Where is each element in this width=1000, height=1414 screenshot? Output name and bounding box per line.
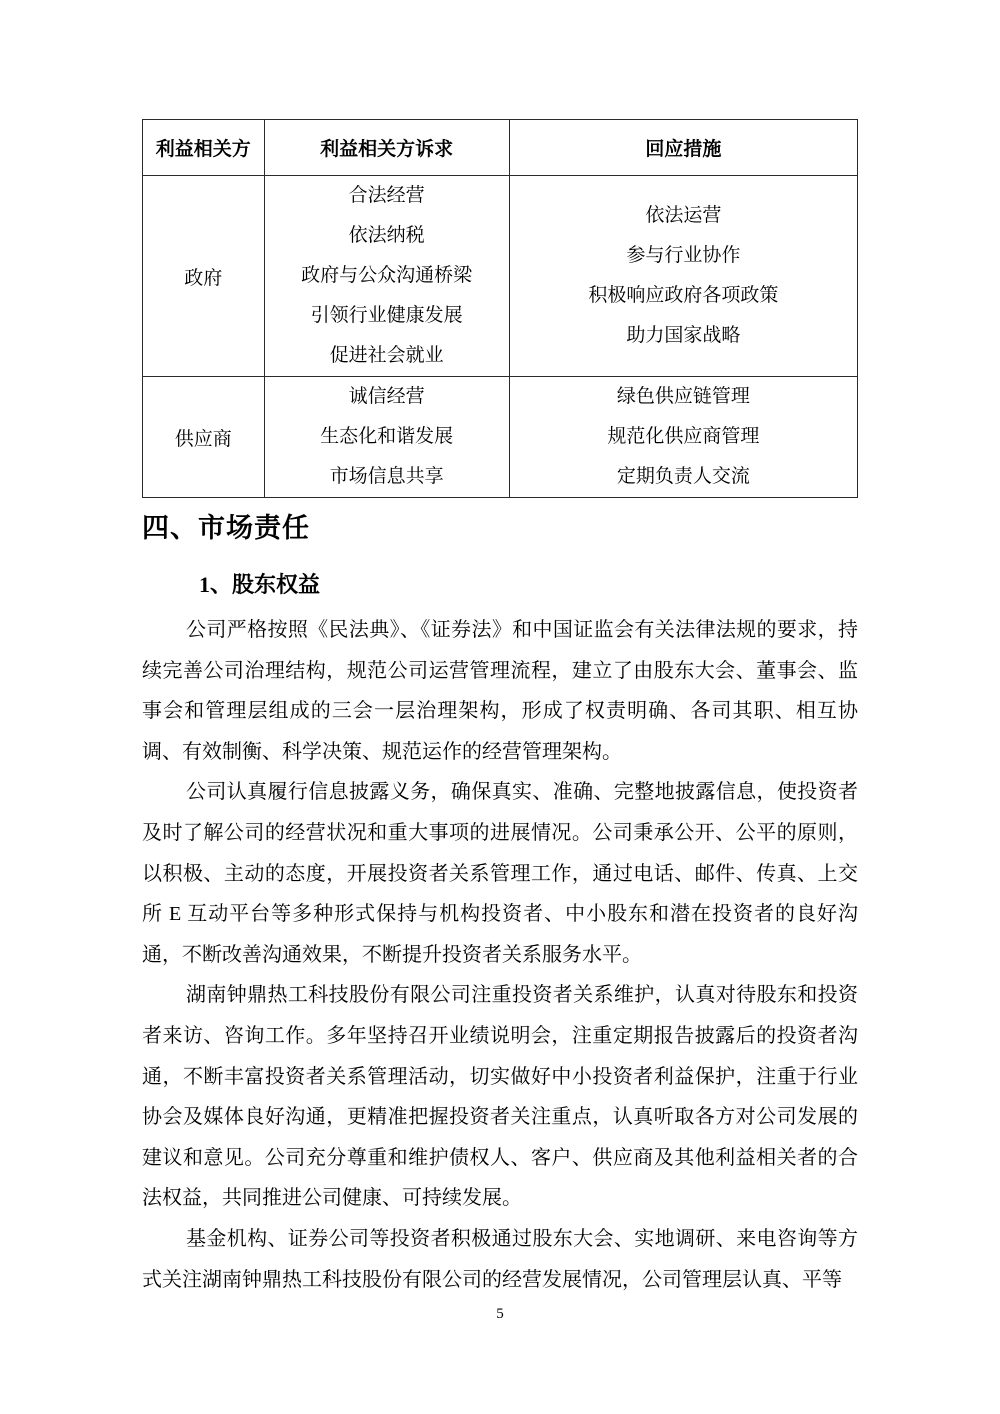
paragraph: 湖南钟鼎热工科技股份有限公司注重投资者关系维护，认真对待股东和投资者来访、咨询工作。多年坚持召开业绩说明会，注重定期报告披露后的投资者沟通，不断丰富投资者关系管理活动，切实做好中小投资者利益保护，注重于行业协会及媒体良好沟通，更精准把握投资者关注重点，认真听取各方对公司发展的建议和意见。公司充分尊重和维护债权人、客户、供应商及其他利益相关者的合法权益，共同推进公司健康、可持续发展。: [142, 984, 858, 1210]
cell-demands: [264, 377, 509, 498]
paragraph: 公司认真履行信息披露义务，确保真实、准确、完整地披露信息，使投资者及时了解公司的经营状况和重大事项的进展情况。公司秉承公开、公平的原则，以积极、主动的态度，开展投资者关系管理工作，通过电话、邮件、传真、上交所 E 互动平台等多种形式保持与机构投资者、中小股东和潜在投资者的良好沟通，不断改善沟通效果，不断提升投资者关系服务水平。: [142, 781, 858, 966]
sub-section-heading: 1、股东权益: [199, 572, 321, 597]
page-content: [142, 119, 858, 1300]
table-cell-line: 定期负责人交流: [616, 466, 750, 487]
table-cell-line: 积极响应政府各项政策: [588, 285, 779, 306]
table-cell-line: 促进社会就业: [329, 345, 444, 366]
table-cell-line: 引领行业健康发展: [310, 305, 463, 326]
table-cell-line: 绿色供应链管理: [616, 386, 750, 407]
table-cell-line: 依法运营: [645, 205, 722, 226]
table-cell-line: 生态化和谐发展: [320, 426, 454, 447]
table-cell-line: 依法纳税: [348, 225, 425, 246]
paragraph: 公司严格按照《民法典》、《证券法》和中国证监会有关法律法规的要求，持续完善公司治理结构，规范公司运营管理流程，建立了由股东大会、董事会、监事会和管理层组成的三会一层治理架构，形成了权责明确、各司其职、相互协调、有效制衡、科学决策、规范运作的经营管理架构。: [142, 619, 858, 763]
table-cell-line: 市场信息共享: [329, 466, 444, 487]
stakeholder-table-header: [143, 120, 858, 176]
cell-stakeholder: 政府: [143, 176, 265, 377]
stakeholder-table: [142, 119, 858, 498]
cell-responses: [509, 377, 857, 498]
table-cell-line: 助力国家战略: [626, 325, 741, 346]
table-cell-line: 政府与公众沟通桥梁: [301, 265, 473, 286]
table-row-government: [143, 176, 858, 377]
table-header-row: [143, 120, 858, 176]
section-heading: 四、市场责任: [142, 513, 310, 543]
cell-responses: [509, 176, 857, 377]
header-cell-responses: 回应措施: [509, 120, 857, 176]
page-number: 5: [496, 1306, 504, 1322]
table-row-supplier: [143, 377, 858, 498]
header-cell-stakeholder: 利益相关方: [143, 120, 265, 176]
cell-stakeholder: 供应商: [143, 377, 265, 498]
table-cell-line: 参与行业协作: [626, 245, 741, 266]
table-cell-line: 诚信经营: [348, 386, 425, 407]
table-cell-line: 合法经营: [348, 185, 425, 206]
paragraph: 基金机构、证券公司等投资者积极通过股东大会、实地调研、来电咨询等方式关注湖南钟鼎热工科技股份有限公司的经营发展情况，公司管理层认真、平等: [142, 1227, 858, 1291]
table-cell-line: 规范化供应商管理: [607, 426, 760, 447]
cell-demands: [264, 176, 509, 377]
header-cell-demands: 利益相关方诉求: [264, 120, 509, 176]
